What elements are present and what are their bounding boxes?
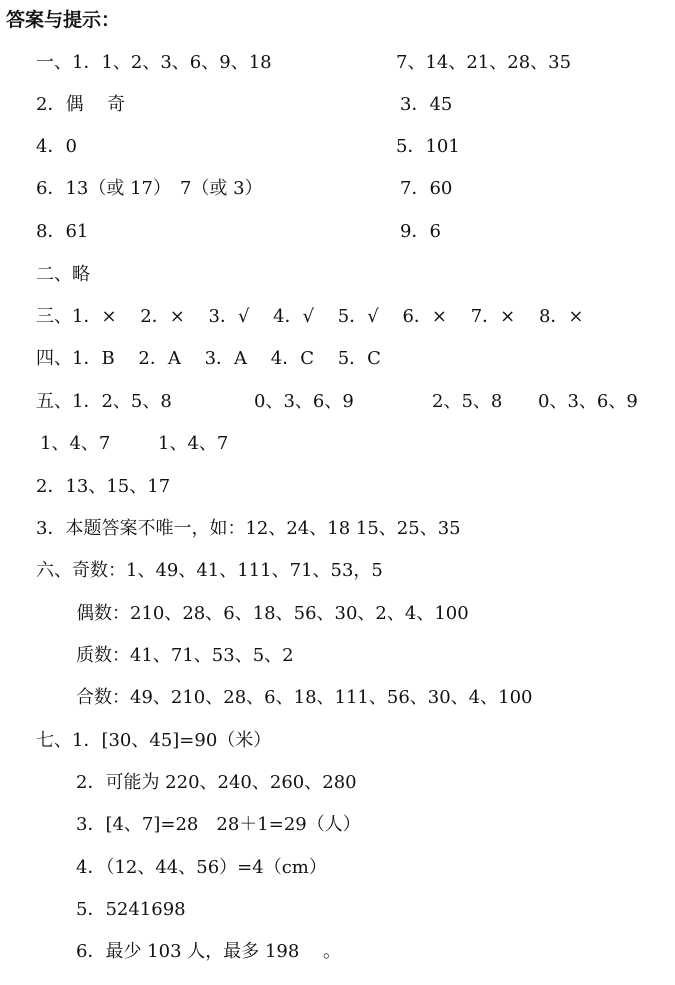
answer-line-1-6: 6．13（或 17） 7（或 3） xyxy=(36,178,263,199)
answer-section-7-4: 4．（12、44、56）=4（cm） xyxy=(76,857,327,878)
answer-section-5-1f: 1、4、7 xyxy=(158,433,229,454)
page-title: 答案与提示： xyxy=(6,9,121,31)
answer-line-1-1: 一、1．1、2、3、6、9、18 xyxy=(36,52,272,73)
answer-line-1-8: 8．61 xyxy=(36,221,89,242)
answer-line-1-7b: 7．60 xyxy=(400,178,453,199)
answer-section-6-odd: 六、奇数：1、49、41、111、71、53，5 xyxy=(36,560,383,581)
answer-section-7-1: 七、1．[30、45]=90（米） xyxy=(36,730,272,751)
answer-section-5-1c: 2、5、8 xyxy=(432,391,503,412)
answer-section-6-composite: 合数：49、210、28、6、18、111、56、30、4、100 xyxy=(76,687,533,708)
answer-line-1-3: 3．45 xyxy=(400,94,453,115)
answer-section-7-2: 2．可能为 220、240、260、280 xyxy=(76,772,357,793)
answer-line-1-5: 5．101 xyxy=(396,136,460,157)
answer-section-5-1b: 0、3、6、9 xyxy=(254,391,354,412)
answer-section-5-2: 2．13、15、17 xyxy=(36,476,171,497)
answer-section-7-6: 6．最少 103 人，最多 198 。 xyxy=(76,941,342,962)
answer-line-1-4: 4．0 xyxy=(36,136,77,157)
answer-section-2: 二、略 xyxy=(36,264,90,285)
answer-line-1-9: 9．6 xyxy=(400,221,441,242)
answer-section-5-1a: 五、1．2、5、8 xyxy=(36,391,172,412)
answer-section-6-even: 偶数：210、28、6、18、56、30、2、4、100 xyxy=(76,603,469,624)
answer-section-6-prime: 质数：41、71、53、5、2 xyxy=(76,645,294,666)
answer-section-5-1d: 0、3、6、9 xyxy=(538,391,638,412)
answer-line-1-2: 2．偶 奇 xyxy=(36,94,126,115)
answer-section-4: 四、1．B 2．A 3．A 4．C 5．C xyxy=(36,348,381,369)
answer-section-7-5: 5．5241698 xyxy=(76,899,186,920)
answer-line-1-7: 7、14、21、28、35 xyxy=(396,52,572,73)
answer-section-7-3: 3．[4、7]=28 28＋1=29（人） xyxy=(76,814,361,835)
answer-section-3: 三、1．× 2．× 3．√ 4．√ 5．√ 6．× 7．× 8．× xyxy=(36,306,584,327)
answer-section-5-3: 3．本题答案不唯一，如：12、24、18 15、25、35 xyxy=(36,518,461,539)
answer-section-5-1e: 1、4、7 xyxy=(40,433,111,454)
